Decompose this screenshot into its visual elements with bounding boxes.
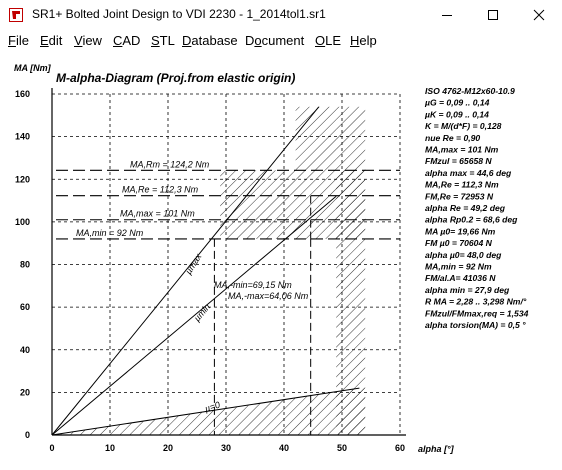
y-tick-label: 60 <box>19 302 30 313</box>
x-tick-label: 20 <box>162 443 174 453</box>
info-line: alpha Re = 49,2 deg <box>425 203 506 213</box>
info-line: FMzul/FMmax,req = 1,534 <box>425 308 529 319</box>
x-tick-label: 10 <box>104 443 116 453</box>
menu-ole[interactable]: OLE <box>315 33 342 48</box>
info-line: µK = 0,09 .. 0,14 <box>425 109 489 120</box>
line-label-mumin: µmin <box>191 301 213 324</box>
x-tick-label: 30 <box>220 443 232 453</box>
menu-file[interactable]: File <box>8 33 29 48</box>
x-tick-label: 40 <box>278 443 290 453</box>
x-tick-label: 60 <box>394 443 406 453</box>
title-bar <box>0 0 562 30</box>
y-tick-label: 40 <box>19 344 30 355</box>
info-line: R MA = 2,28 .. 3,298 Nm/° <box>425 296 527 307</box>
chart-area <box>0 52 562 465</box>
x-tick-label: 0 <box>49 443 55 453</box>
info-line: nue Re = 0,90 <box>425 132 481 143</box>
info-line: µG = 0,09 .. 0,14 <box>425 97 490 108</box>
minimize-button[interactable] <box>424 0 470 30</box>
info-line: MA,Re = 112,3 Nm <box>425 179 499 190</box>
menu-cad[interactable]: CAD <box>113 33 141 48</box>
info-line: alpha torsion(MA) = 0,5 ° <box>425 320 526 330</box>
info-line: alpha µ0= 48,0 deg <box>425 249 502 260</box>
menu-database[interactable]: Database <box>182 33 238 48</box>
menu-help[interactable]: Help <box>350 33 377 48</box>
chart-title: M-alpha-Diagram (Proj.from elastic origin) <box>56 71 296 85</box>
maximize-icon <box>487 9 499 21</box>
y-tick-label: 100 <box>14 216 30 227</box>
limit-line-label: MA,max = 101 Nm <box>120 208 195 219</box>
menu-stl[interactable]: STL <box>151 33 175 48</box>
hatch-region-upper <box>296 107 337 171</box>
info-line: FM/al.A= 41036 N <box>425 273 496 284</box>
annotation-ma-min: MA,-min=69,15 Nm <box>214 280 292 290</box>
y-tick-label: 120 <box>14 174 30 185</box>
maximize-button[interactable] <box>470 0 516 30</box>
info-line: alpha max = 44,6 deg <box>425 167 512 178</box>
hatch-region-yield-band <box>336 107 365 435</box>
window-title: SR1+ Bolted Joint Design to VDI 2230 - 1_2014tol1.sr1 <box>32 7 326 21</box>
x-tick-label: 50 <box>336 443 348 453</box>
menu-edit[interactable]: Edit <box>40 33 63 48</box>
menu-bar <box>0 30 562 52</box>
x-axis-label: alpha [°] <box>418 444 454 454</box>
line-label-mu0: µ=0 <box>203 399 222 414</box>
line-label-mumax: µmax <box>183 251 204 277</box>
info-line: alpha min = 27,9 deg <box>425 284 510 295</box>
minimize-icon <box>441 9 453 21</box>
app-icon <box>9 8 23 22</box>
limit-line-label: MA,min = 92 Nm <box>76 227 144 238</box>
info-line: FM µ0 = 70604 N <box>425 238 492 249</box>
info-line: FM,Re = 72953 N <box>425 191 494 202</box>
info-line: MA,max = 101 Nm <box>425 144 499 155</box>
y-axis-label: MA [Nm] <box>14 63 51 73</box>
m-alpha-chart <box>0 52 562 465</box>
info-line: ISO 4762-M12x60-10.9 <box>425 86 515 96</box>
limit-line-label: MA,Re = 112,3 Nm <box>122 184 199 195</box>
y-tick-label: 80 <box>19 259 30 270</box>
annotation-ma-max: MA,-max=64,06 Nm <box>228 291 309 301</box>
info-line: alpha Rp0.2 = 68,6 deg <box>425 214 518 225</box>
info-line: MA,min = 92 Nm <box>425 261 492 272</box>
info-line: K = M/(d*F) = 0,128 <box>425 121 502 132</box>
info-line: FMzul = 65658 N <box>425 156 492 167</box>
limit-line-label: MA,Rm = 124,2 Nm <box>130 159 210 170</box>
menu-view[interactable]: View <box>74 33 102 48</box>
y-tick-label: 20 <box>19 387 30 398</box>
info-line: MA µ0= 19,66 Nm <box>425 226 496 237</box>
y-tick-label: 140 <box>14 131 30 142</box>
close-button[interactable] <box>516 0 562 30</box>
close-icon <box>533 9 545 21</box>
y-tick-label: 160 <box>14 89 30 99</box>
menu-document[interactable]: Document <box>245 33 305 48</box>
y-tick-label: 0 <box>24 430 30 440</box>
